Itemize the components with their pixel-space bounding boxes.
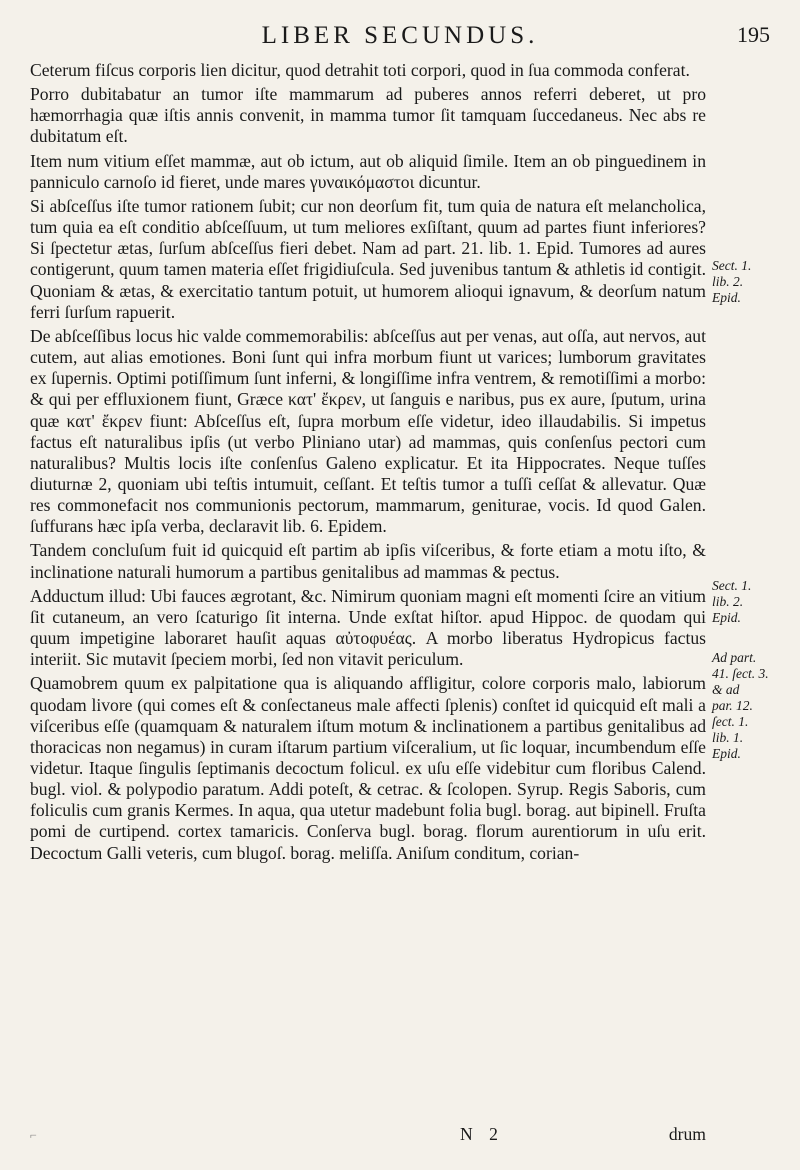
page-footer xyxy=(30,1124,706,1154)
paragraph-6: Tandem concluſum fuit id quicquid eſt partim ab ipſis viſceribus, & forte etiam a motu iſto, & inclinatione naturali humorum a partibus genitalibus ad mammas & pectus. xyxy=(30,540,706,582)
paragraph-4: Si abſceſſus iſte tumor rationem ſubit; cur non deorſum fit, tum quia de natura eſt melancholica, tum quia ea eſt conditio abſceſſuum, ut tum meliores exſiſtant, quum ad partes fiunt inferiores? Si ſpectetur ætas, ſurſum abſceſſus fieri debet. Nam ad part. 21. lib. 1. Epid. Tumores ad aures contigerunt, quum tamen materia eſſet frigidiuſcula. Sed juvenibus tantum & athletis id contigit. Quoniam & ætas, & exercitatio tantum potuit, ut humorem alioqui ignavum, & deorſum natum ferri ſurſum rapuerit. xyxy=(30,195,706,322)
signature-mark: N 2 xyxy=(460,1124,504,1144)
margin-note-line: & ad xyxy=(712,682,740,697)
margin-note-line: par. 12. xyxy=(712,698,753,713)
paragraph-5: De abſceſſibus locus hic valde commemorabilis: abſceſſus aut per venas, aut oſſa, aut nervos, aut cutem, aut alias emotiones. Boni ſunt qui infra morbum fiunt ut varices; lumborum gravitates ex ſupernis. Optimi potiſſimum ſunt inferni, & longiſſime infra ventrem, & remotiſſimi a morbo: & qui per effluxionem fiunt, Græce κατ' ἔκρεν, ut ſanguis e naribus, pus ex aure, ſputum, urina quæ κατ' ἔκρεν fiunt: Abſceſſus eſt, ſupra morbum eſſe videtur, ideo illaudabilis. Si impetus factus eſt naturalibus ipſis (ut verbo Pliniano utar) ad mammas, quis conſenſus pectori cum naturalibus? Multis locis iſte conſenſus Galeno explicatur. Et ita Hippocrates. Neque tuſſes diuturnæ 2, quoniam ubi teſtis intumuit, ceſſant. Et teſtis tumor a tuſſi ceſſat & allevatur. Quæ res commonefacit nos communionis pectorum, mammarum, geniturae, vocis. Id quod Galen. ſuffurans hæc ipſa verba, declaravit lib. 6. Epidem. xyxy=(30,325,706,537)
main-text xyxy=(30,60,706,867)
page-number: 195 xyxy=(737,22,770,47)
margin-note-2 xyxy=(712,578,797,626)
margin-note-line: Sect. 1. xyxy=(712,578,752,593)
margin-note-line: Epid. xyxy=(712,290,741,305)
paragraph-8: Quamobrem quum ex palpitatione qua is aliquando affligitur, colore corporis malo, labiorum quodam livore (qui comes eſt & conſectaneus male affecti ſplenis) conſtet id quicquid eſt mali a viſceribus eſſe (quamquam & naturalem iſtum motum & inclinationem a partibus genitalibus ad thoracicas non negamus) in curam iſtarum partium viſceralium, ut ſic loquar, incumbendum eſſe videtur. Itaque ſingulis ſeptimanis decoctum folicul. ex uſu eſſe videbitur cum floribus Calend. bugl. viol. & polypodio paratum. Addi poteſt, & cetrac. & ſcolopen. Syrup. Regis Saboris, cum foliculis cum granis Kermes. In aqua, qua utetur madebunt folia bugl. borag. aut bipinell. Fruſta pomi de curtipend. cortex tamaricis. Conſerva bugl. borag. florum aurentiorum in uſu erit. Decoctum Galli veteris, cum blugoſ. borag. meliſſa. Aniſum conditum, corian- xyxy=(30,673,706,863)
margin-note-line: lib. 1. xyxy=(712,730,744,745)
margin-note-line: Epid. xyxy=(712,610,741,625)
paragraph-7: Adductum illud: Ubi fauces ægrotant, &c. Nimirum quoniam magni eſt momenti ſcire an vitium ſit cutaneum, an vero ſcaturigo ſit interna. Unde exſtat hiſtor. apud Hippoc. de quodam qui quum impetigine laboraret hauſit aquas αὐτοφυέας. A morbo liberatus Hydropicus factus interiit. Sic mutavit ſpeciem morbi, ſed non vitavit periculum. xyxy=(30,585,706,670)
paragraph-3: Item num vitium eſſet mammæ, aut ob ictum, aut ob aliquid ſimile. Item an ob pinguedinem in panniculo carnoſo id fieret, unde mares γυναικόμαστοι dicuntur. xyxy=(30,150,706,192)
margin-note-line: lib. 2. xyxy=(712,594,744,609)
margin-note-1 xyxy=(712,258,797,306)
margin-note-line: Epid. xyxy=(712,746,741,761)
margin-note-line: ſect. 1. xyxy=(712,714,749,729)
margin-note-line: Sect. 1. xyxy=(712,258,752,273)
margin-note-line: lib. 2. xyxy=(712,274,744,289)
paragraph-1: Ceterum fiſcus corporis lien dicitur, quod detrahit toti corpori, quod in ſua commoda conferat. xyxy=(30,60,690,80)
margin-note-3 xyxy=(712,650,797,762)
edge-mark: ⌐ xyxy=(30,1128,37,1142)
paragraph-2: Porro dubitabatur an tumor iſte mammarum ad puberes annos referri deberet, ut pro hæmorrhagia quæ iſtis annis convenit, in mamma tumor ſit tamquam ſuccedaneus. Nec abs re dubitatum eſt. xyxy=(30,84,706,147)
catchword: drum xyxy=(668,1124,706,1144)
page-header xyxy=(0,18,800,52)
margin-note-line: 41. ſect. 3. xyxy=(712,666,769,681)
running-head: LIBER SECUNDUS. xyxy=(261,22,539,49)
margin-note-line: Ad part. xyxy=(712,650,757,665)
